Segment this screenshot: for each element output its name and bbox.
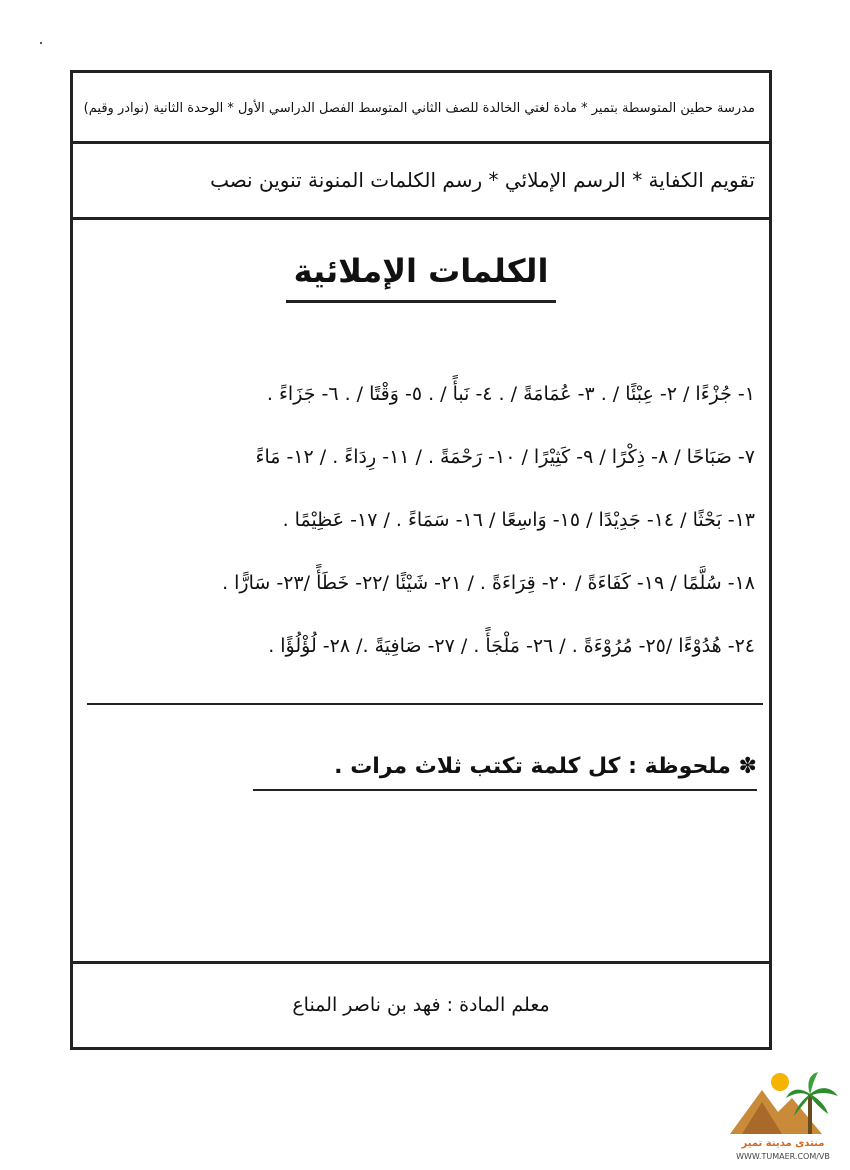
forum-logo	[722, 1068, 844, 1164]
teacher-footer: معلم المادة : فهد بن ناصر المناع	[73, 961, 769, 1047]
word-row: ١- جُزْءًا / ٢- عِبْئًا / . ٣- عُمَامَةً / . ٤- نَبأً / . ٥- وَقْتًا / . ٦- جَزَاءً .	[266, 383, 755, 405]
section-title: الكلمات الإملائية	[286, 248, 557, 303]
lesson-header: تقويم الكفاية * الرسم الإملائي * رسم الكلمات المنونة تنوين نصب	[73, 144, 769, 220]
scan-speck	[40, 42, 42, 44]
word-row: ١٨- سُلَّمًا / ١٩- كَفَاءَةً / ٢٠- قِرَاءَةً . / ٢١- شَيْئًا /٢٢- خَطَأً /٢٣- سَارًّا .	[222, 572, 755, 594]
divider-line	[87, 703, 763, 705]
word-row: ٢٤- هُدُوْءًا /٢٥- مُرُوْءَةً . / ٢٦- مَلْجَأً . / ٢٧- صَافِيَةً ./ ٢٨- لُؤْلُؤًا .	[268, 635, 755, 657]
logo-name: منتدى مدينة تمير	[741, 1138, 825, 1149]
school-header: مدرسة حطين المتوسطة بتمير * مادة لغتي الخالدة للصف الثاني المتوسط الفصل الدراسي الأول * الوحدة الثانية (نوادر وقيم)	[73, 73, 769, 144]
logo-url: WWW.TUMAER.COM/VB	[736, 1152, 830, 1161]
word-list	[87, 363, 755, 678]
word-row: ١٣- بَحْثًا / ١٤- جَدِيْدًا / ١٥- وَاسِعًا / ١٦- سَمَاءً . / ١٧- عَظِيْمًا .	[282, 509, 755, 531]
section-title-wrap	[73, 248, 769, 303]
note-text: ✽ ملحوظة : كل كلمة تكتب ثلاث مرات .	[253, 745, 757, 791]
worksheet-frame	[70, 70, 772, 1050]
word-row: ٧- صَبَاحًا / ٨- ذِكْرًا / ٩- كَثِيْرًا / ١٠- رَحْمَةً . / ١١- رِدَاءً . / ١٢- مَاءً	[255, 446, 755, 468]
palm-mountain-icon	[722, 1068, 844, 1140]
